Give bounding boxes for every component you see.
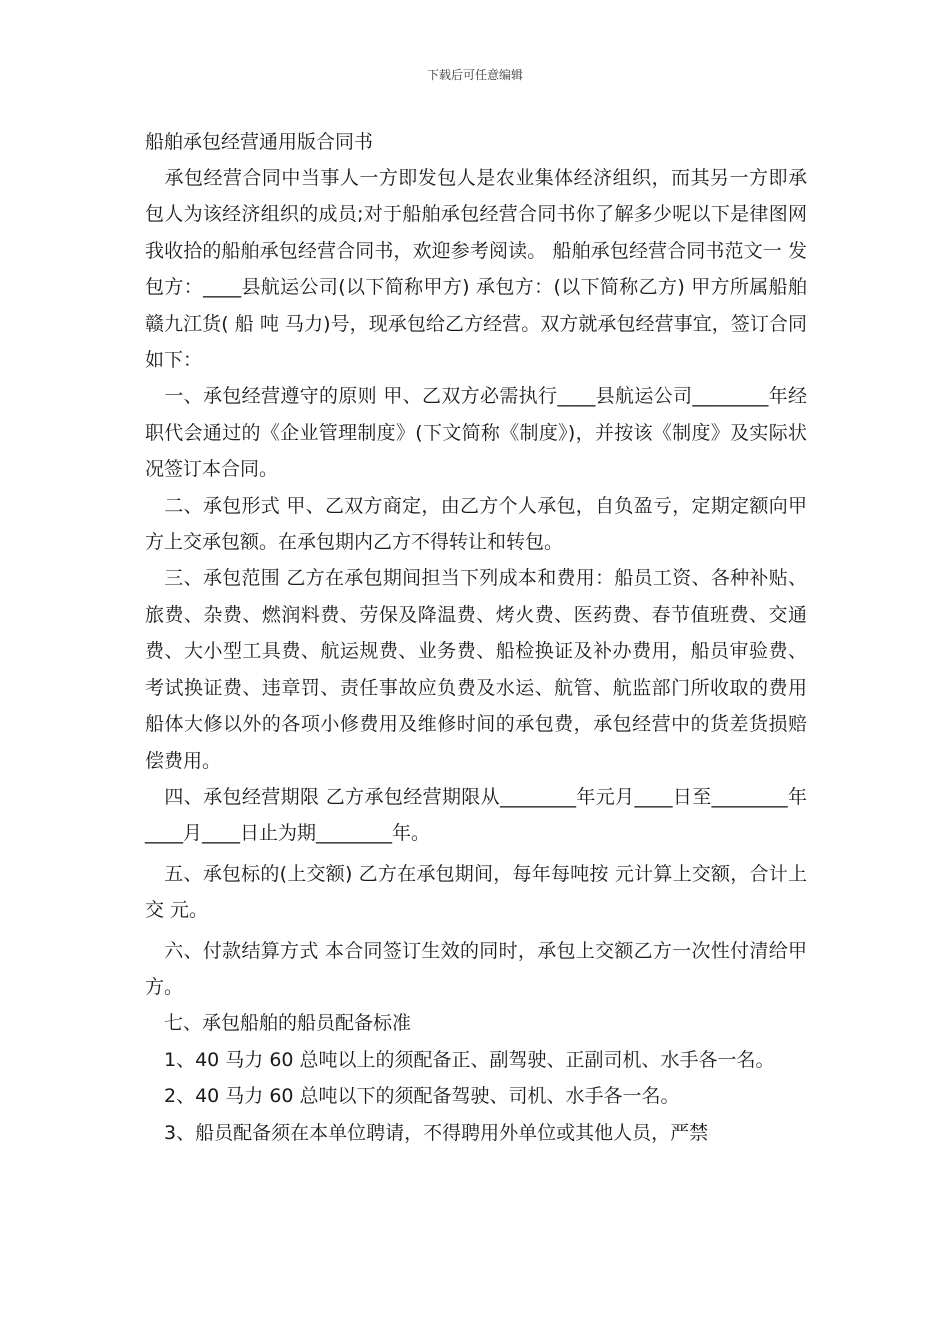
header-note: 下载后可任意编辑 [426, 68, 523, 82]
paragraph-article-2: 二、承包形式 甲、乙双方商定，由乙方个人承包，自负盈亏，定期定额向甲方上交承包额。在承包期内乙方不得转让和转包。 [145, 494, 807, 554]
paragraph-article-5: 五、承包标的(上交额) 乙方在承包期间，每年每吨按 元计算上交额，合计上交 元。 [145, 862, 807, 922]
paragraph-item-2: 2、40 马力 60 总吨以下的须配备驾驶、司机、水手各一名。 [145, 1085, 680, 1108]
paragraph-article-1: 一、承包经营遵守的原则 甲、乙双方必需执行____县航运公司________年经职代会通过的《企业管理制度》(下文简称《制度》)，并按该《制度》及实际状况签订本合同。 [145, 385, 807, 481]
document-title: 船舶承包经营通用版合同书 [145, 131, 374, 153]
document-body [145, 124, 807, 1151]
paragraph-article-3: 三、承包范围 乙方在承包期间担当下列成本和费用：船员工资、各种补贴、旅费、杂费、燃润料费、劳保及降温费、烤火费、医药费、春节值班费、交通费、大小型工具费、航运规费、业务费、船检换证及补办费用，船员审验费、考试换证费、违章罚、责任事故应负费及水运、航管、航监部门所收取的费用船体大修以外的各项小修费用及维修时间的承包费，承包经营中的货差货损赔偿费用。 [145, 567, 807, 772]
paragraph-intro: 承包经营合同中当事人一方即发包人是农业集体经济组织，而其另一方即承包人为该经济组织的成员;对于船舶承包经营合同书你了解多少呢以下是律图网我收拾的船舶承包经营合同书，欢迎参考阅读。 船舶承包经营合同书范文一 发包方：____县航运公司(以下简称甲方) 承包方：(以下简称乙方) 甲方所属船舶赣九江货( 船 吨 马力)号，现承包给乙方经营。双方就承包经营事宜，签订合同如下： [145, 167, 807, 372]
paragraph-item-1: 1、40 马力 60 总吨以上的须配备正、副驾驶、正副司机、水手各一名。 [145, 1048, 775, 1071]
paragraph-article-7: 七、承包船舶的船员配备标准 [145, 1012, 412, 1035]
paragraph-item-3: 3、船员配备须在本单位聘请，不得聘用外单位或其他人员，严禁 [145, 1121, 709, 1144]
paragraph-article-6: 六、付款结算方式 本合同签订生效的同时，承包上交额乙方一次性付清给甲方。 [145, 939, 807, 998]
paragraph-article-4: 四、承包经营期限 乙方承包经营期限从________年元月____日至________年____月____日止为期________年。 [145, 785, 807, 845]
